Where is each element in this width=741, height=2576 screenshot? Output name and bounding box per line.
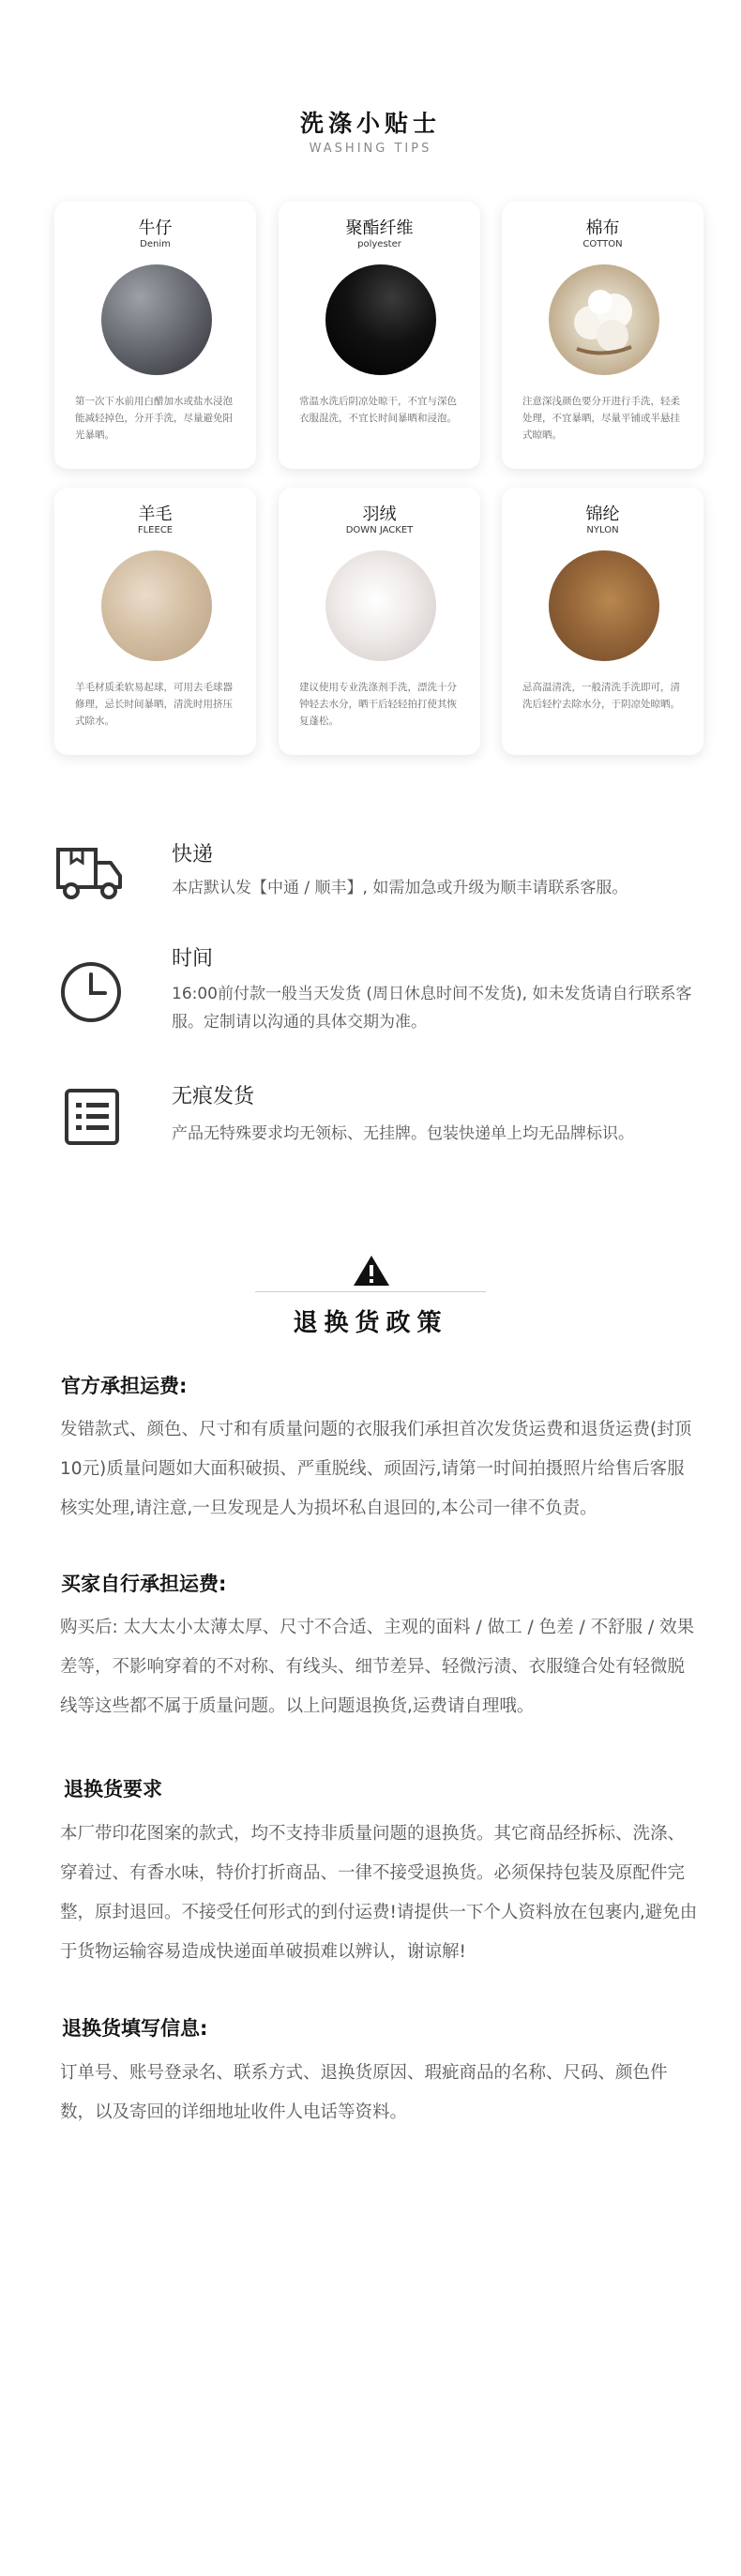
denim-fabric-image xyxy=(101,264,212,375)
service-title: 快递 xyxy=(172,843,214,866)
fabric-card-cotton xyxy=(502,202,703,469)
policy-text-return-info: 订单号、账号登录名、联系方式、退换货原因、瑕疵商品的名称、尺码、颜色件数，以及寄回的详细地址收件人电话等资料。 xyxy=(60,2063,668,2122)
fabric-card-denim xyxy=(54,202,256,469)
list-icon xyxy=(64,1088,120,1150)
washing-tips-subtitle: WASHING TIPS xyxy=(309,142,432,156)
cotton-fabric-image xyxy=(549,264,659,375)
fabric-name: 棉布 xyxy=(585,218,620,238)
policy-heading-return-info: 退换货填写信息: xyxy=(62,2017,208,2040)
cotton-flower-icon xyxy=(549,264,659,375)
fabric-name-en: polyester xyxy=(357,239,401,249)
fabric-care-text: 建议使用专业洗涤剂手洗，漂洗十分钟轻去水分，晒干后轻轻拍打使其恢复蓬松。 xyxy=(299,682,457,727)
policy-title: 退换货政策 xyxy=(293,1309,448,1337)
fabric-card-fleece xyxy=(54,488,256,755)
service-text: 产品无特殊要求均无领标、无挂牌。包装快递单上均无品牌标识。 xyxy=(172,1124,634,1143)
service-title: 时间 xyxy=(172,947,214,971)
fabric-name: 羊毛 xyxy=(138,505,173,524)
service-text: 16:00前付款一般当天发货 (周日休息时间不发货), 如未发货请自行联系客服。定制请以沟通的具体交期为准。 xyxy=(172,985,692,1032)
fabric-name-en: FLEECE xyxy=(137,525,174,535)
fabric-name: 羽绒 xyxy=(362,505,397,524)
fabric-card-down-jacket xyxy=(279,488,480,755)
fabric-name-en: COTTON xyxy=(582,239,623,249)
delivery-truck-icon xyxy=(54,844,126,906)
warning-icon xyxy=(353,1255,390,1290)
policy-heading-return-requirements: 退换货要求 xyxy=(64,1778,162,1800)
fabric-name: 锦纶 xyxy=(585,505,620,524)
policy-divider xyxy=(255,1291,486,1292)
fabric-card-nylon xyxy=(502,488,703,755)
fabric-care-text: 常温水洗后阴凉处晾干，不宜与深色衣服混洗，不宜长时间暴晒和浸泡。 xyxy=(299,396,457,424)
down-feather-image xyxy=(325,550,436,661)
policy-heading-buyer-pays: 买家自行承担运费: xyxy=(61,1573,227,1595)
fabric-care-text: 注意深浅颜色要分开进行手洗，轻柔处理，不宜暴晒，尽量平铺或半悬挂式晾晒。 xyxy=(522,396,680,441)
fabric-care-text: 羊毛材质柔软易起球，可用去毛球器修理，忌长时间暴晒，清洗时用挤压式除水。 xyxy=(75,682,233,727)
fabric-care-text: 第一次下水前用白醋加水或盐水浸泡能减轻掉色，分开手洗，尽量避免阳光暴晒。 xyxy=(75,396,233,441)
fabric-name-en: NYLON xyxy=(586,525,619,535)
fabric-name-en: Denim xyxy=(140,239,171,249)
fabric-care-text: 忌高温清洗，一般清洗手洗即可，清洗后轻柠去除水分，于阴凉处晾晒。 xyxy=(522,682,680,710)
washing-tips-title: 洗涤小贴士 xyxy=(299,110,441,137)
policy-text-buyer-pays: 购买后: 太大太小太薄太厚、尺寸不合适、主观的面料 / 做工 / 色差 / 不舒服 / 效果差等，不影响穿着的不对称、有线头、细节差异、轻微污渍、衣服缝合处有轻微脱线等这些都不属于质量问题。以上问题退换货,运费请自理哦。 xyxy=(60,1618,695,1716)
policy-heading-seller-pays: 官方承担运费: xyxy=(61,1375,188,1397)
fabric-card-polyester xyxy=(279,202,480,469)
service-text: 本店默认发【中通 / 顺丰】, 如需加急或升级为顺丰请联系客服。 xyxy=(172,879,628,897)
fabric-name: 牛仔 xyxy=(138,218,173,238)
policy-text-seller-pays: 发错款式、颜色、尺寸和有质量问题的衣服我们承担首次发货运费和退货运费(封顶10元)质量问题如大面积破损、严重脱线、顽固污,请第一时间拍摄照片给售后客服核实处理,请注意,一旦发现是人为损坏私自退回的,本公司一律不负责。 xyxy=(60,1420,692,1518)
fleece-fabric-image xyxy=(101,550,212,661)
nylon-fabric-image xyxy=(549,550,659,661)
polyester-fabric-image xyxy=(325,264,436,375)
fabric-name-en: DOWN JACKET xyxy=(345,525,414,535)
service-title: 无痕发货 xyxy=(172,1085,255,1108)
fabric-name: 聚酯纤维 xyxy=(345,218,414,238)
policy-text-return-requirements: 本厂带印花图案的款式，均不支持非质量问题的退换货。其它商品经拆标、洗涤、穿着过、有香水味，特价打折商品、一律不接受退换货。必须保持包装及原配件完整，原封退回。不接受任何形式的到付运费!请提供一下个人资料放在包裹内,避免由于货物运输容易造成快递面单破损难以辨认，谢谅解! xyxy=(60,1824,698,1962)
clock-icon xyxy=(58,959,124,1029)
